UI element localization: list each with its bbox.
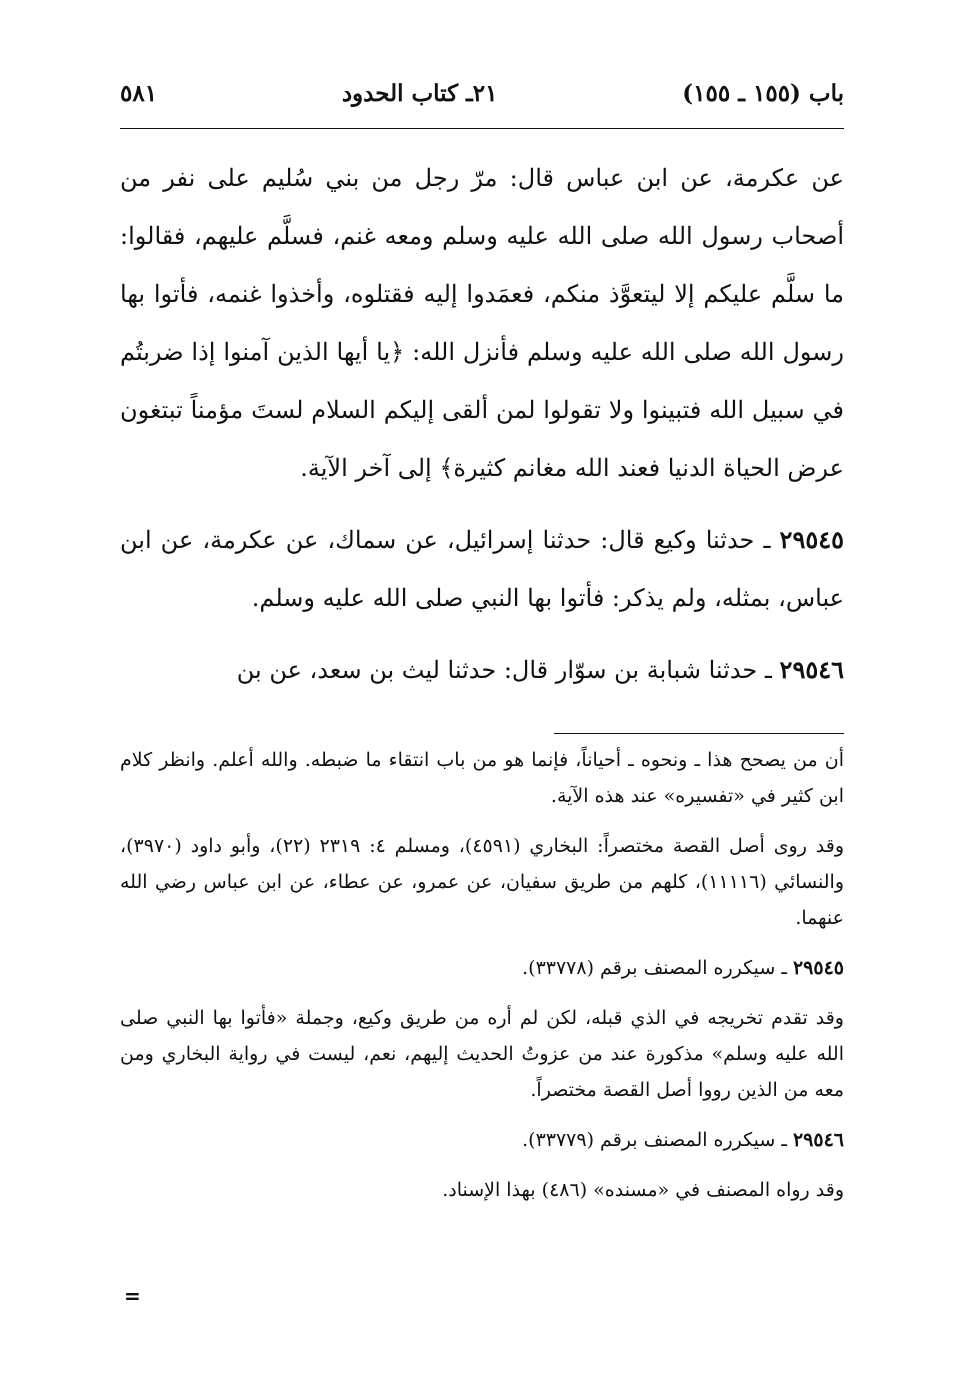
main-paragraph-2: [120, 511, 844, 627]
footnote-number: ٢٩٥٤٦: [792, 1129, 844, 1151]
footnote-number: ٢٩٥٤٥: [792, 957, 844, 979]
chapter-range: باب (١٥٥ ـ ١٥٥): [682, 80, 844, 107]
page-number: ٥٨١: [120, 80, 158, 107]
hadith-text: ـ حدثنا وكيع قال: حدثنا إسرائيل، عن سماك، عن عكرمة، عن ابن عباس، بمثله، ولم يذكر: فأتوا بها النبي صلى الله عليه وسلم.: [120, 526, 844, 612]
book-page: [120, 80, 844, 1208]
main-text: [120, 149, 844, 699]
footnotes: [120, 742, 844, 1208]
footnote-text: ـ سيكرره المصنف برقم (٣٣٧٧٨).: [522, 957, 793, 979]
footnote-6: وقد رواه المصنف في «مسنده» (٤٨٦) بهذا الإسناد.: [442, 1179, 844, 1201]
main-paragraph-1: عن عكرمة، عن ابن عباس قال: مرّ رجل من بني سُليم على نفر من أصحاب رسول الله صلى الله عليه وسلم ومعه غنم، فسلَّم عليهم، فقالوا: ما سلَّم عليكم إلا ليتعوَّذ منكم، فعمَدوا إليه فقتلوه، وأخذوا غنمه، فأتوا بها رسول الله صلى الله عليه وسلم فأنزل الله: ﴿يا أيها الذين آمنوا إذا ضربتُم في سبيل الله فتبينوا ولا تقولوا لمن ألقى إليكم السلام لستَ مؤمناً تبتغون عرض الحياة الدنيا فعند الله مغانم كثيرة﴾ إلى آخر الآية.: [120, 164, 844, 482]
footnote-1: أن من يصحح هذا ـ ونحوه ـ أحياناً، فإنما هو من باب انتقاء ما ضبطه. والله أعلم. وانظر كلام ابن كثير في «تفسيره» عند هذه الآية.: [120, 749, 844, 807]
book-title: ٢١ـ كتاب الحدود: [341, 80, 498, 107]
footnote-text: ـ سيكرره المصنف برقم (٣٣٧٧٩).: [522, 1129, 793, 1151]
page-header: [120, 80, 844, 129]
hadith-number: ٢٩٥٤٦: [779, 655, 844, 684]
hadith-number: ٢٩٥٤٥: [779, 525, 844, 554]
footnote-3: [120, 950, 844, 986]
footnote-2: وقد روى أصل القصة مختصراً: البخاري (٤٥٩١)، ومسلم ٤: ٢٣١٩ (٢٢)، وأبو داود (٣٩٧٠)، والنسائي (١١١١٦)، كلهم من طريق سفيان، عن عمرو، عن عطاء، عن ابن عباس رضي الله عنهما.: [120, 835, 844, 929]
footnote-5: [120, 1122, 844, 1158]
continuation-mark: =: [124, 1284, 141, 1308]
hadith-text: ـ حدثنا شبابة بن سوّار قال: حدثنا ليث بن سعد، عن بن: [236, 656, 780, 684]
footnote-4: وقد تقدم تخريجه في الذي قبله، لكن لم أره من طريق وكيع، وجملة «فأتوا بها النبي صلى الله عليه وسلم» مذكورة عند من عزوتُ الحديث إليهم، نعم، ليست في رواية البخاري ومن معه من الذين رووا أصل القصة مختصراً.: [120, 1007, 844, 1101]
main-paragraph-3: [120, 641, 844, 699]
footnote-divider: [554, 733, 844, 734]
